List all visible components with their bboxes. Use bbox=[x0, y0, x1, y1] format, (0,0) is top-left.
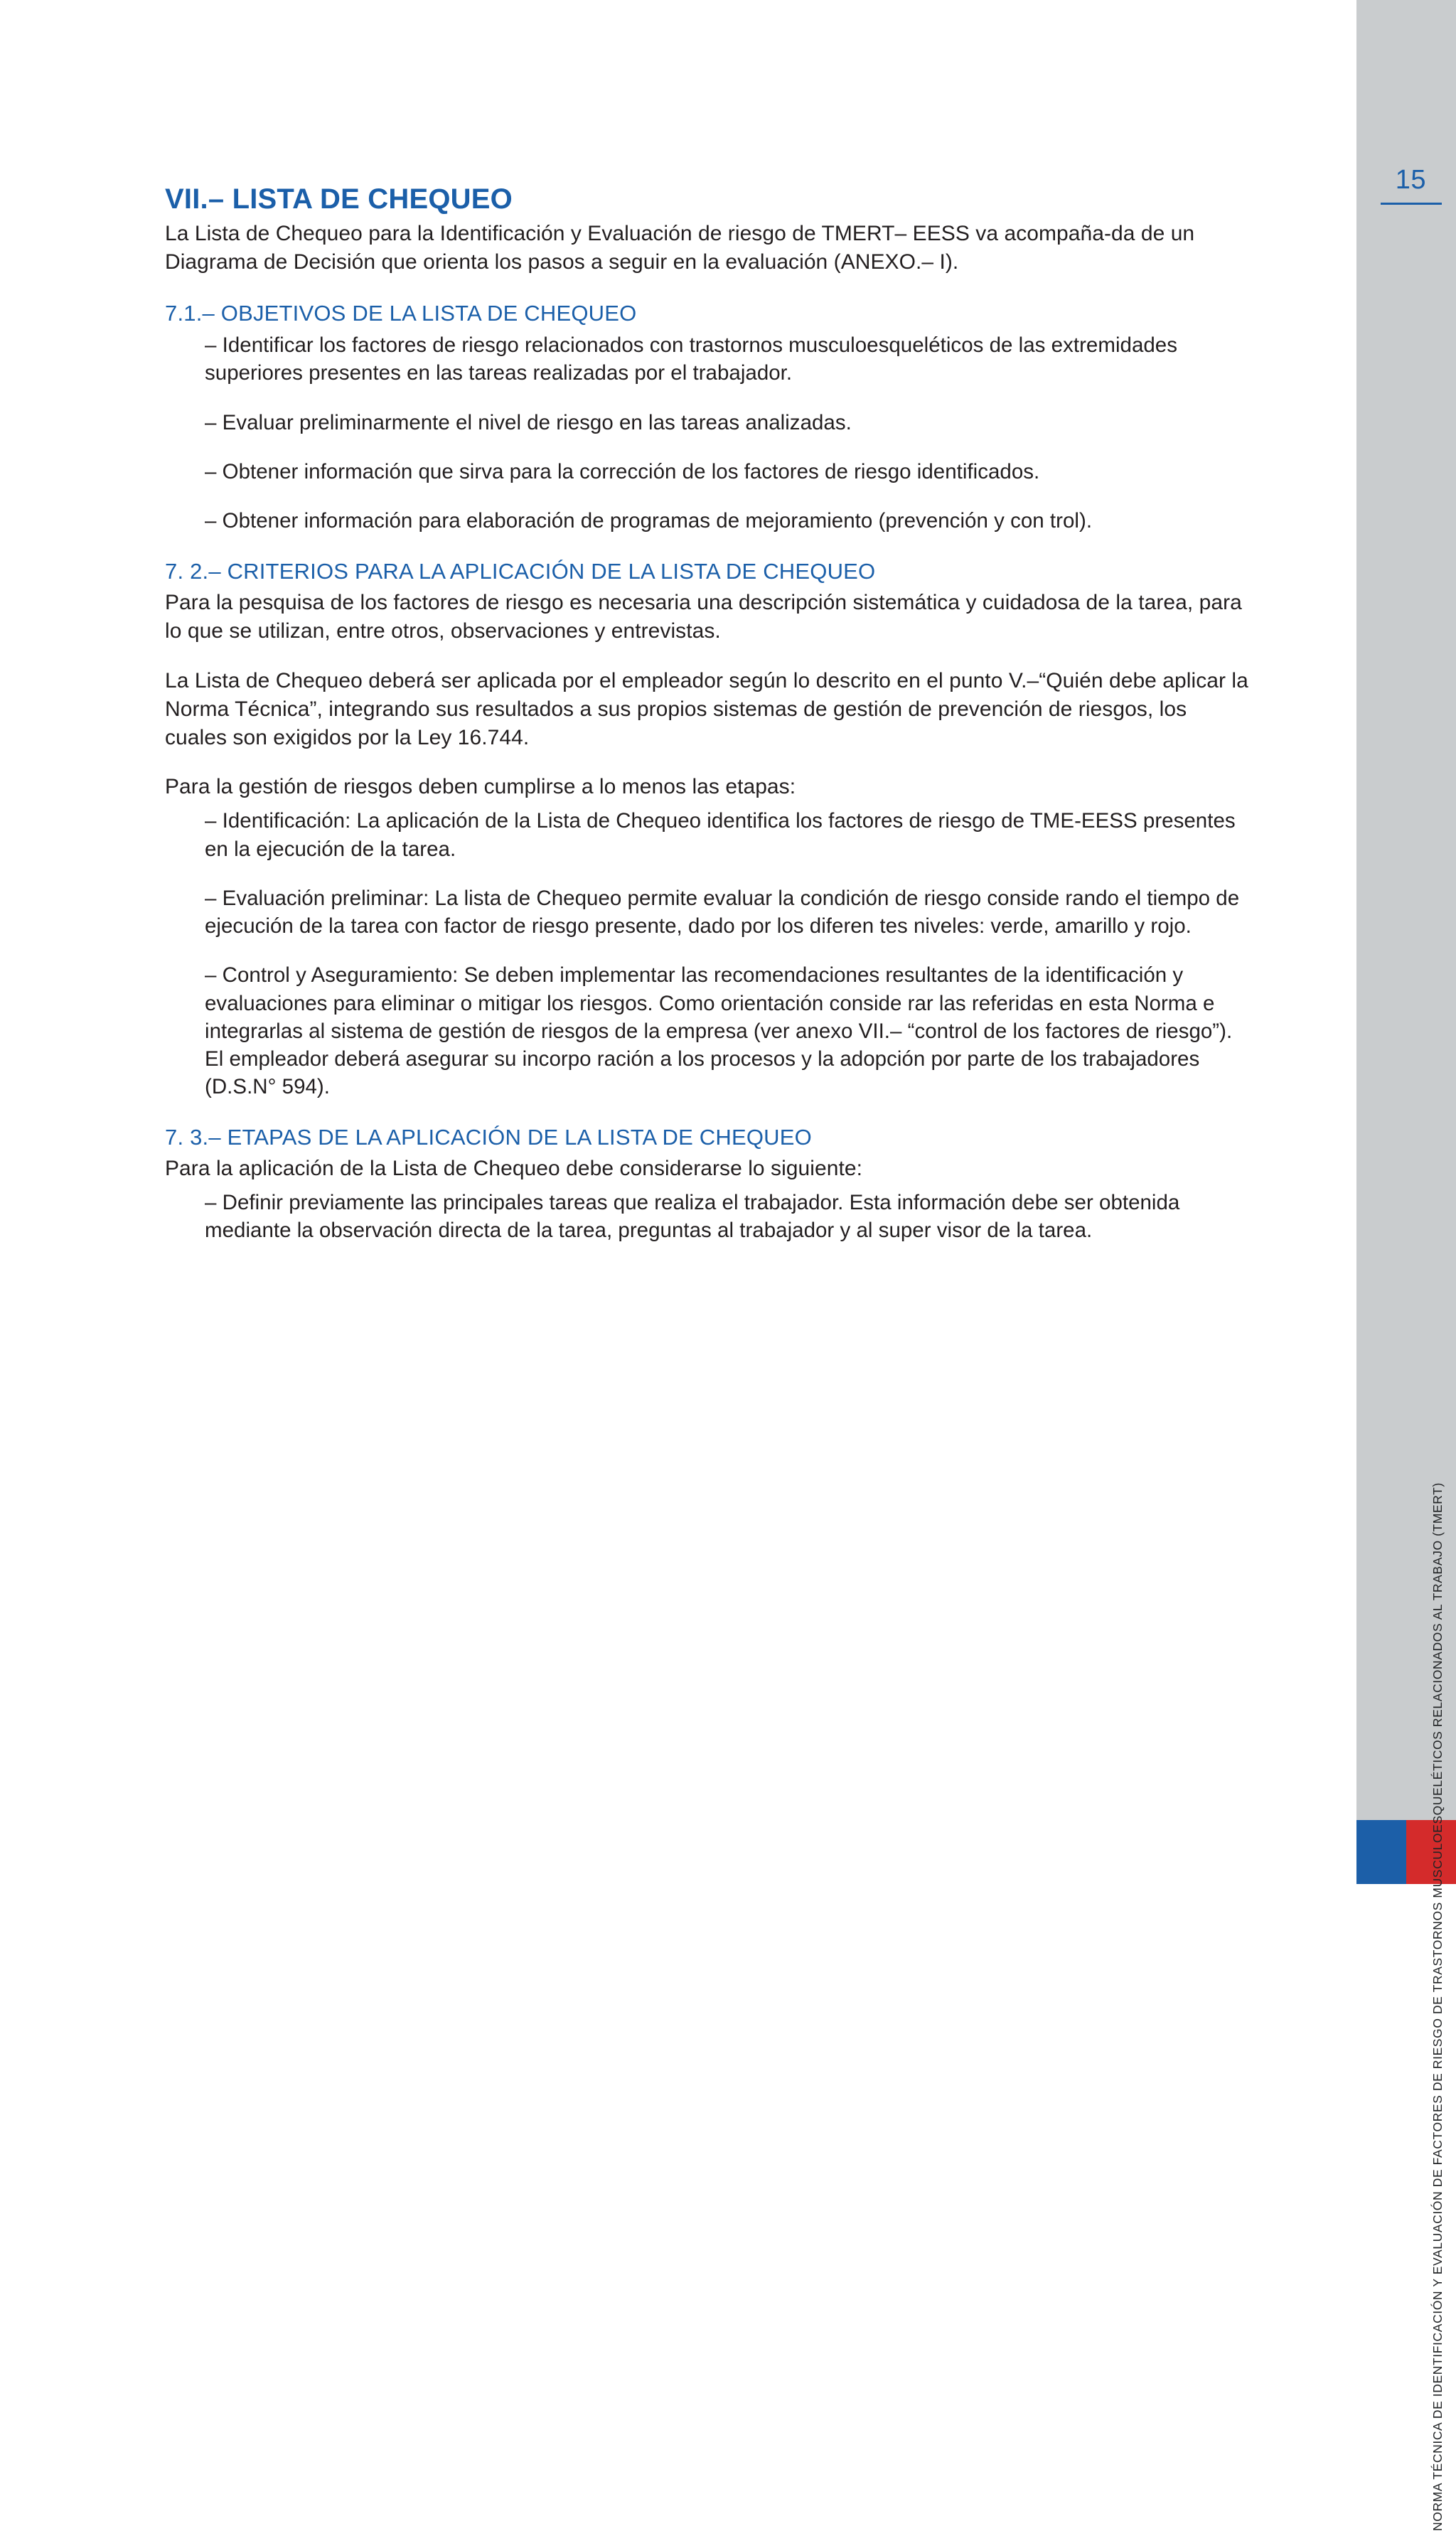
page-number-rule bbox=[1381, 203, 1442, 205]
list-item: – Obtener información para elaboración de programas de mejoramiento (prevención y con trol). bbox=[205, 509, 1093, 533]
page-number: 15 bbox=[1395, 165, 1426, 195]
list-item: – Identificar los factores de riesgo relacionados con trastornos musculoesqueléticos de las extremidades superiores presentes en las tareas realizadas por el trabajador. bbox=[205, 333, 1177, 385]
paragraph-7-2-3: Para la gestión de riesgos deben cumplirse a lo menos las etapas: bbox=[165, 775, 796, 799]
list-objetivos bbox=[165, 331, 1253, 535]
paragraph-7-2-1: Para la pesquisa de los factores de riesgo es necesaria una descripción sistemática y cuidadosa de la tarea, para lo que se utilizan, entre otros, observaciones y entrevistas. bbox=[165, 591, 1242, 643]
list-etapas-gestion bbox=[165, 807, 1253, 1101]
heading-7-2: 7. 2.– CRITERIOS PARA LA APLICACIÓN DE LA LISTA DE CHEQUEO bbox=[165, 559, 876, 584]
list-etapas-aplicacion bbox=[165, 1189, 1253, 1244]
list-item: – Definir previamente las principales tareas que realiza el trabajador. Esta información debe ser obtenida mediante la observación directa de la tarea, preguntas al trabajador y al super visor de la tarea. bbox=[205, 1191, 1180, 1243]
heading-7-1: 7.1.– OBJETIVOS DE LA LISTA DE CHEQUEO bbox=[165, 300, 637, 326]
running-head: NORMA TÉCNICA DE IDENTIFICACIÓN Y EVALUACIÓN DE FACTORES DE RIESGO DE TRASTORNOS MUSCULOESQUELÉTICOS RELACIONADOS AL TRABAJO (TMERT) bbox=[1430, 1482, 1445, 2531]
list-item: – Identificación: La aplicación de la Lista de Chequeo identifica los factores de riesgo de TME-EESS presentes en la ejecución de la tarea. bbox=[205, 809, 1236, 861]
list-item: – Control y Aseguramiento: Se deben implementar las recomendaciones resultantes de la identificación y evaluaciones para eliminar o mitigar los riesgos. Como orientación conside rar las referidas en esta Norma e integrarlas al sistema de gestión de riesgos de la empresa (ver anexo VII.– “control de los factores de riesgo”). El empleador deberá asegurar su incorpo ración a los procesos y la adopción por parte de los trabajadores (D.S.N° 594). bbox=[205, 963, 1233, 1099]
page-title: VII.– LISTA DE CHEQUEO bbox=[165, 183, 513, 215]
page-content bbox=[165, 183, 1253, 1244]
intro-paragraph: La Lista de Chequeo para la Identificación y Evaluación de riesgo de TMERT– EESS va acompaña-da de un Diagrama de Decisión que orienta los pasos a seguir en la evaluación (ANEXO.– I). bbox=[165, 221, 1195, 274]
paragraph-7-2-2: La Lista de Chequeo deberá ser aplicada por el empleador según lo descrito en el punto V.–“Quién debe aplicar la Norma Técnica”, integrando sus resultados a sus propios sistemas de gestión de prevención de riesgos, los cuales son exigidos por la Ley 16.744. bbox=[165, 668, 1248, 749]
list-item: – Evaluación preliminar: La lista de Chequeo permite evaluar la condición de riesgo conside rando el tiempo de ejecución de la tarea con factor de riesgo presente, dado por los diferen tes niveles: verde, amarillo y rojo. bbox=[205, 886, 1240, 938]
heading-7-3: 7. 3.– ETAPAS DE LA APLICACIÓN DE LA LISTA DE CHEQUEO bbox=[165, 1125, 812, 1150]
footer-flag-blue bbox=[1356, 1820, 1406, 1884]
list-item: – Evaluar preliminarmente el nivel de riesgo en las tareas analizadas. bbox=[205, 410, 852, 434]
paragraph-7-3: Para la aplicación de la Lista de Chequeo debe considerarse lo siguiente: bbox=[165, 1157, 862, 1181]
list-item: – Obtener información que sirva para la corrección de los factores de riesgo identificados. bbox=[205, 459, 1040, 483]
